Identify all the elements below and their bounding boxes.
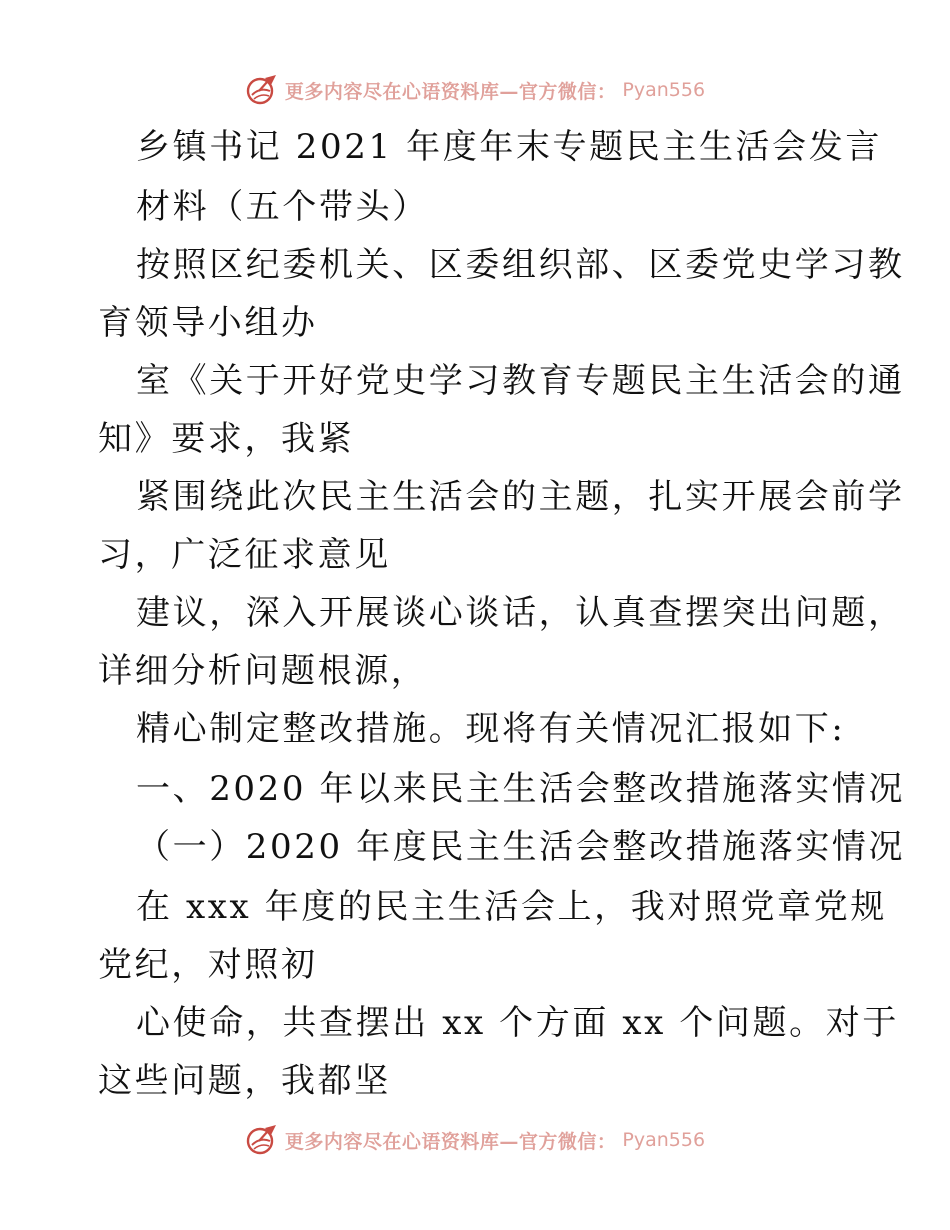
text-line: 知》要求，我紧 xyxy=(98,419,355,459)
text-line: 党纪，对照初 xyxy=(98,945,318,985)
text-line: 在 xxx 年度的民主生活会上，我对照党章党规 xyxy=(136,887,887,927)
text-line: 室《关于开好党史学习教育专题民主生活会的通 xyxy=(136,361,905,401)
text-line: 按照区纪委机关、区委组织部、区委党史学习教 xyxy=(136,245,905,285)
text-line: 一、2020 年以来民主生活会整改措施落实情况 xyxy=(136,769,906,809)
text-line: 这些问题，我都坚 xyxy=(98,1061,391,1101)
text-line: 材料（五个带头） xyxy=(136,187,429,227)
text-line: 乡镇书记 2021 年度年末专题民主生活会发言 xyxy=(136,127,882,167)
text-line: 建议，深入开展谈心谈话，认真查摆突出问题， xyxy=(136,593,905,633)
watermark-banner-bottom xyxy=(0,1120,950,1160)
text-line: 育领导小组办 xyxy=(98,303,318,343)
text-line: 习，广泛征求意见 xyxy=(98,535,391,575)
watermark-content xyxy=(245,73,705,107)
text-line: 精心制定整改措施。现将有关情况汇报如下: xyxy=(136,709,846,749)
book-pen-logo-icon xyxy=(245,73,279,107)
text-line: 详细分析问题根源， xyxy=(98,651,428,691)
text-line: 心使命，共查摆出 xx 个方面 xx 个问题。对于 xyxy=(136,1003,899,1043)
watermark-banner-top xyxy=(0,70,950,110)
watermark-text: 更多内容尽在心语资料库—官方微信： xyxy=(284,80,617,103)
book-pen-logo-icon xyxy=(245,1123,279,1157)
text-line: 紧围绕此次民主生活会的主题，扎实开展会前学 xyxy=(136,477,905,517)
watermark-wechat-id: Pyan556 xyxy=(622,79,706,101)
watermark-text: 更多内容尽在心语资料库—官方微信： xyxy=(284,1130,617,1153)
watermark-content xyxy=(245,1123,705,1157)
watermark-wechat-id: Pyan556 xyxy=(622,1129,706,1151)
text-line: （一）2020 年度民主生活会整改措施落实情况 xyxy=(136,827,906,867)
